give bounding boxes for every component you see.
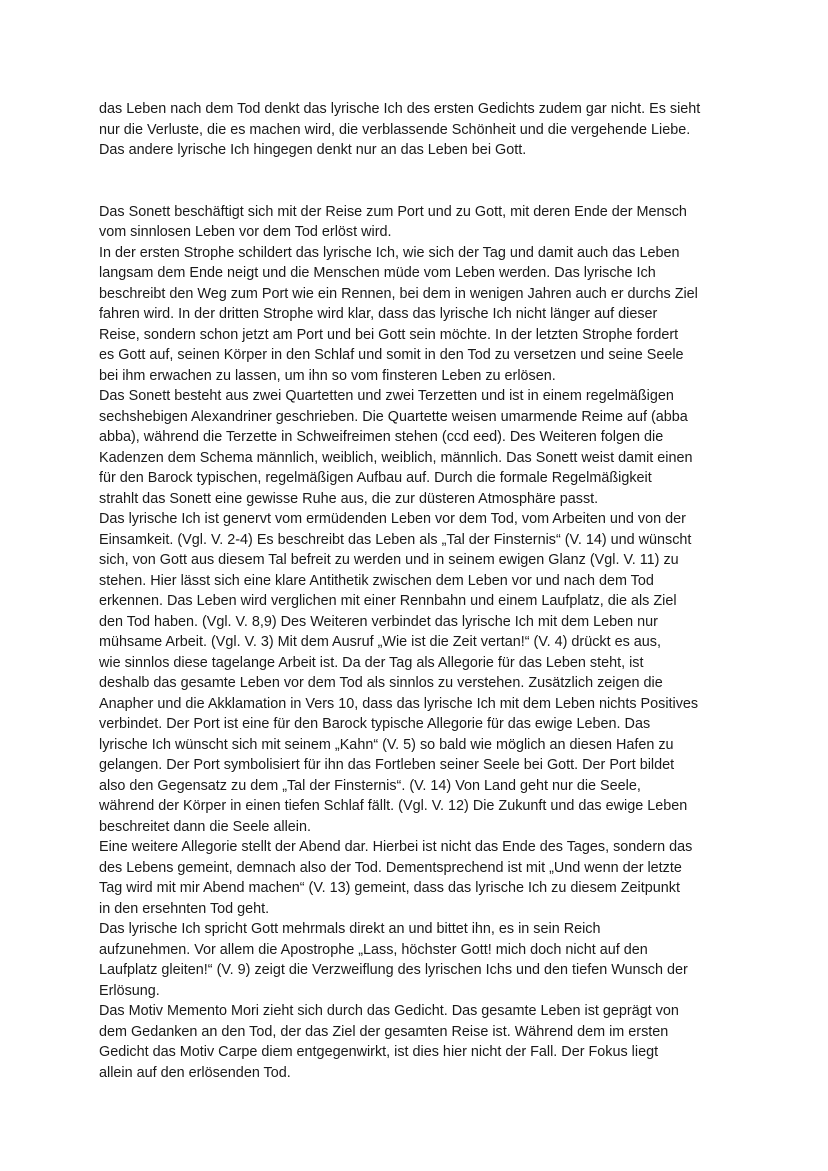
- text-line: mühsame Arbeit. (Vgl. V. 3) Mit dem Ausruf „Wie ist die Zeit vertan!“ (V. 4) drückt es aus,: [99, 634, 661, 650]
- text-line: Gedicht das Motiv Carpe diem entgegenwirkt, ist dies hier nicht der Fall. Der Fokus liegt: [99, 1044, 659, 1060]
- text-line: Anapher und die Akklamation in Vers 10, dass das lyrische Ich mit dem Leben nichts Positives: [99, 696, 699, 712]
- text-line: verbindet. Der Port ist eine für den Barock typische Allegorie für das ewige Leben. Das: [99, 716, 651, 732]
- text-line: deshalb das gesamte Leben vor dem Tod als sinnlos zu verstehen. Zusätzlich zeigen die: [99, 675, 663, 691]
- text-line: nur die Verluste, die es machen wird, die verblassende Schönheit und die vergehende Liebe.: [99, 122, 691, 138]
- text-line: allein auf den erlösenden Tod.: [99, 1065, 291, 1081]
- text-line: stehen. Hier lässt sich eine klare Antithetik zwischen dem Leben vor und nach dem Tod: [99, 573, 654, 589]
- text-line: aufzunehmen. Vor allem die Apostrophe „Lass, höchster Gott! mich doch nicht auf den: [99, 942, 648, 958]
- text-line: Das lyrische Ich ist genervt vom ermüdenden Leben vor dem Tod, vom Arbeiten und von der: [99, 511, 686, 527]
- text-line: sechshebigen Alexandriner geschrieben. Die Quartette weisen umarmende Reime auf (abba: [99, 409, 688, 425]
- text-line: Das lyrische Ich spricht Gott mehrmals direkt an und bittet ihn, es in sein Reich: [99, 921, 601, 937]
- text-line: Das Motiv Memento Mori zieht sich durch das Gedicht. Das gesamte Leben ist geprägt von: [99, 1003, 679, 1019]
- text-line: abba), während die Terzette in Schweifreimen stehen (ccd eed). Des Weiteren folgen die: [99, 429, 664, 445]
- text-line: erkennen. Das Leben wird verglichen mit einer Rennbahn und einem Laufplatz, die als Ziel: [99, 593, 677, 609]
- text-line: Eine weitere Allegorie stellt der Abend dar. Hierbei ist nicht das Ende des Tages, sondern das: [99, 839, 693, 855]
- text-line: Erlösung.: [99, 983, 160, 999]
- text-line: Laufplatz gleiten!“ (V. 9) zeigt die Verzweiflung des lyrischen Ichs und den tiefen Wunsch der: [99, 962, 688, 978]
- text-line: gelangen. Der Port symbolisiert für ihn das Fortleben seiner Seele bei Gott. Der Port bildet: [99, 757, 675, 773]
- text-line: fahren wird. In der dritten Strophe wird klar, dass das lyrische Ich nicht länger auf dieser: [99, 306, 658, 322]
- text-line: also den Gegensatz zu dem „Tal der Finsternis“. (V. 14) Von Land geht nur die Seele,: [99, 778, 641, 794]
- text-line: das Leben nach dem Tod denkt das lyrische Ich des ersten Gedichts zudem gar nicht. Es sieht: [99, 101, 701, 117]
- text-line: während der Körper in einen tiefen Schlaf fällt. (Vgl. V. 12) Die Zukunft und das ewige Leben: [99, 798, 688, 814]
- text-line: den Tod haben. (Vgl. V. 8,9) Des Weiteren verbindet das lyrische Ich mit dem Leben nur: [99, 614, 658, 630]
- text-line: strahlt das Sonett eine gewisse Ruhe aus, die zur düsteren Atmosphäre passt.: [99, 491, 599, 507]
- text-line: des Lebens gemeint, demnach also der Tod. Dementsprechend ist mit „Und wenn der letzte: [99, 860, 682, 876]
- text-line: für den Barock typischen, regelmäßigen Aufbau auf. Durch die formale Regelmäßigkeit: [99, 470, 652, 486]
- text-line: sich, von Gott aus diesem Tal befreit zu werden und in seinem ewigen Glanz (Vgl. V. 11) zu: [99, 552, 679, 568]
- text-line: langsam dem Ende neigt und die Menschen müde vom Leben werden. Das lyrische Ich: [99, 265, 656, 281]
- text-line: Das andere lyrische Ich hingegen denkt nur an das Leben bei Gott.: [99, 142, 527, 158]
- text-line: Das Sonett beschäftigt sich mit der Reise zum Port und zu Gott, mit deren Ende der Mensch: [99, 204, 687, 220]
- text-line: Einsamkeit. (Vgl. V. 2-4) Es beschreibt das Leben als „Tal der Finsternis“ (V. 14) und wünscht: [99, 532, 692, 548]
- text-line: In der ersten Strophe schildert das lyrische Ich, wie sich der Tag und damit auch das Leben: [99, 245, 680, 261]
- text-line: in den ersehnten Tod geht.: [99, 901, 270, 917]
- text-line: Das Sonett besteht aus zwei Quartetten und zwei Terzetten und ist in einem regelmäßigen: [99, 388, 674, 404]
- text-line: Tag wird mit mir Abend machen“ (V. 13) gemeint, dass das lyrische Ich zu diesem Zeitpunkt: [99, 880, 680, 896]
- text-line: Kadenzen dem Schema männlich, weiblich, weiblich, männlich. Das Sonett weist damit einen: [99, 450, 693, 466]
- text-line: wie sinnlos diese tagelange Arbeit ist. Da der Tag als Allegorie für das Leben steht, ist: [99, 655, 644, 671]
- text-line: Reise, sondern schon jetzt am Port und bei Gott sein möchte. In der letzten Strophe fordert: [99, 327, 679, 343]
- text-line: beschreitet dann die Seele allein.: [99, 819, 312, 835]
- text-line: dem Gedanken an den Tod, der das Ziel der gesamten Reise ist. Während dem im ersten: [99, 1024, 669, 1040]
- text-line: lyrische Ich wünscht sich mit seinem „Kahn“ (V. 5) so bald wie möglich an diesen Hafen zu: [99, 737, 674, 753]
- text-line: beschreibt den Weg zum Port wie ein Rennen, bei dem in wenigen Jahren auch er durchs Ziel: [99, 286, 698, 302]
- text-line: bei ihm erwachen zu lassen, um ihn so vom finsteren Leben zu erlösen.: [99, 368, 556, 384]
- text-line: vom sinnlosen Leben vor dem Tod erlöst wird.: [99, 224, 392, 240]
- text-line: es Gott auf, seinen Körper in den Schlaf und somit in den Tod zu versetzen und seine Seele: [99, 347, 684, 363]
